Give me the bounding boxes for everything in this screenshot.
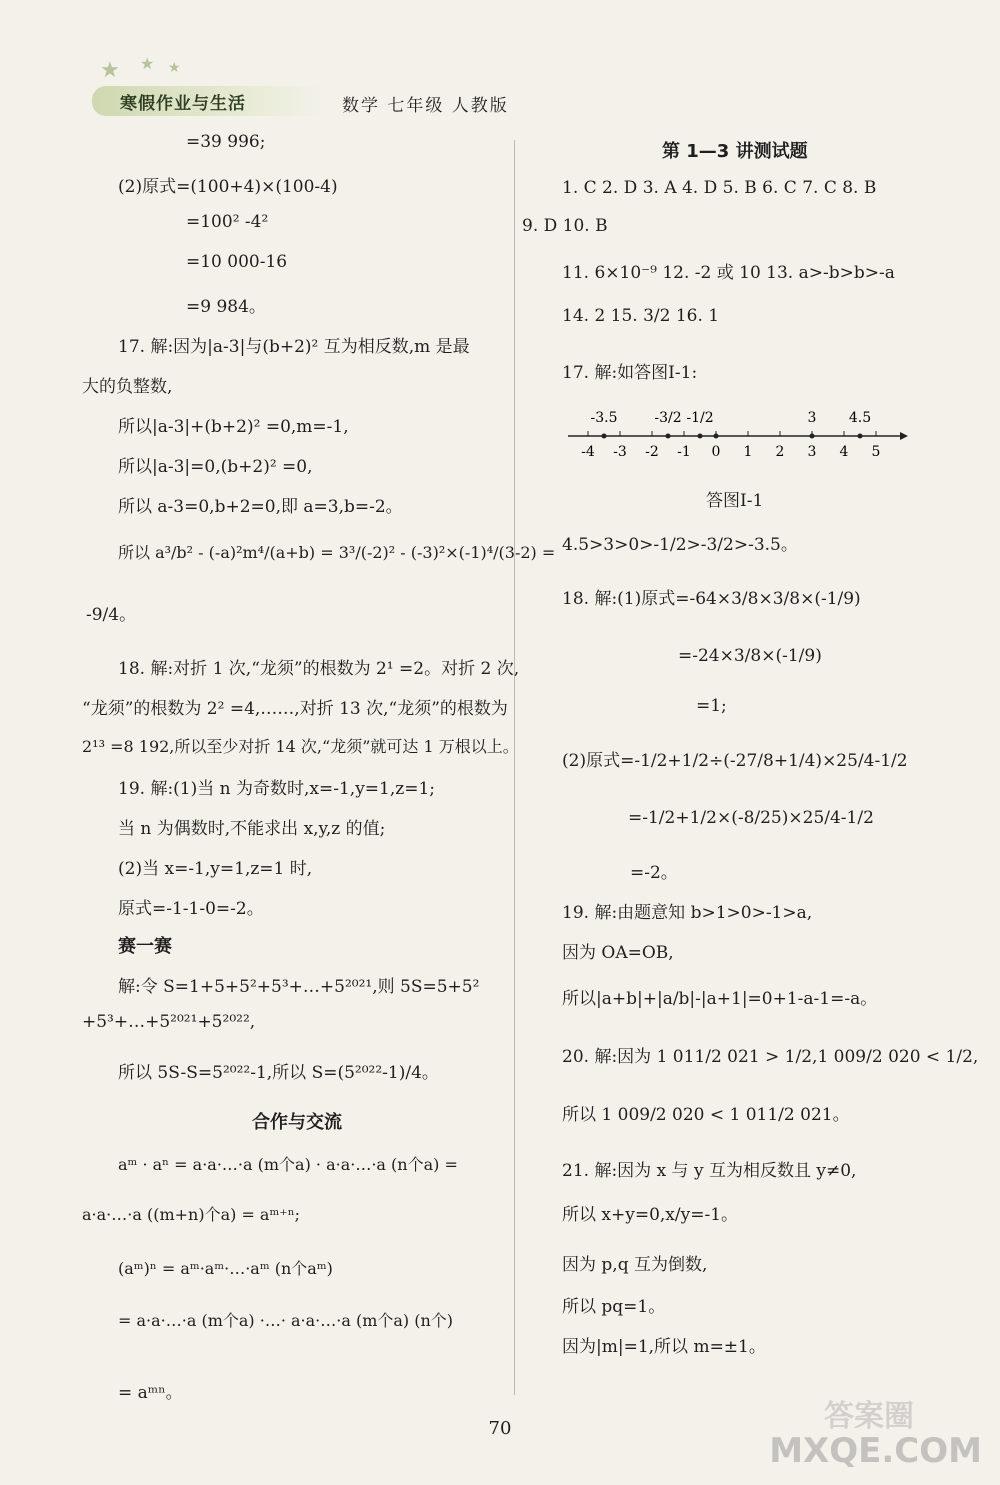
left-line-17: 当 n 为偶数时,不能求出 x,y,z 的值; (118, 819, 386, 839)
point-label: -3.5 (590, 410, 618, 426)
left-line-18: (2)当 x=-1,y=1,z=1 时, (118, 859, 313, 879)
left-line-29: = aᵐⁿ。 (118, 1383, 183, 1403)
right-line-15: 19. 解:由题意知 b>1>0>-1>a, (562, 903, 813, 923)
right-line-22: 因为 p,q 互为倒数, (562, 1255, 708, 1275)
right-line-6: 17. 解:如答图Ⅰ-1: (562, 363, 698, 383)
right-line-24: 因为|m|=1,所以 m=±1。 (562, 1337, 766, 1357)
column-divider (514, 140, 515, 1395)
point-marker (810, 434, 815, 439)
star-icon: ★ (100, 58, 120, 83)
watermark-text: MXQE.COM (769, 1431, 982, 1471)
right-line-21: 所以 x+y=0,x/y=-1。 (562, 1205, 739, 1225)
number-line-figure (560, 394, 910, 464)
section-title-hezuo: 合作与交流 (252, 1112, 342, 1133)
page-number: 70 (488, 1418, 512, 1439)
right-line-11: =1; (696, 696, 727, 716)
left-line-13: 18. 解:对折 1 次,“龙须”的根数为 2¹ =2。对折 2 次, (118, 659, 520, 679)
right-line-18: 20. 解:因为 1 011/2 021 > 1/2,1 009/2 020 < 1/2, (562, 1047, 979, 1067)
right-line-5: 14. 2 15. 3/2 16. 1 (562, 306, 720, 326)
tick-label: -2 (645, 444, 659, 460)
left-line-25: aᵐ · aⁿ = a·a·…·a (m个a) · a·a·…·a (n个a) = (118, 1155, 458, 1174)
right-line-20: 21. 解:因为 x 与 y 互为相反数且 y≠0, (562, 1161, 857, 1181)
right-line-17: 所以|a+b|+|a/b|-|a+1|=0+1-a-1=-a。 (562, 989, 878, 1009)
subject-line: 数学 七年级 人教版 (342, 96, 509, 116)
arrow-head-icon (900, 432, 908, 440)
right-line-19: 所以 1 009/2 020 < 1 011/2 021。 (562, 1105, 850, 1125)
left-line-23: 所以 5S-S=5²⁰²²-1,所以 S=(5²⁰²²-1)/4。 (118, 1063, 439, 1083)
left-line-11: 所以 a³/b² - (-a)²m⁴/(a+b) = 3³/(-2)² - (-3)²×(-1)⁴/(3-2) = (118, 543, 556, 562)
left-line-28: = a·a·…·a (m个a) ·…· a·a·…·a (m个a) (n个) (118, 1311, 454, 1330)
section-title-saiyisai: 赛一赛 (118, 936, 172, 957)
left-line-1: =39 996; (186, 132, 266, 152)
star-icon: ★ (168, 60, 181, 76)
point-label: 4.5 (848, 410, 872, 426)
right-line-23: 所以 pq=1。 (562, 1297, 666, 1317)
tick-label: 2 (775, 444, 785, 460)
tick-label: 0 (711, 444, 721, 460)
right-line-3: 9. D 10. B (522, 216, 608, 236)
left-line-8: 所以|a-3|+(b+2)² =0,m=-1, (118, 417, 349, 437)
left-line-14: “龙须”的根数为 2² =4,……,对折 13 次,“龙须”的根数为 (82, 699, 508, 719)
point-marker (666, 434, 671, 439)
right-line-9: 18. 解:(1)原式=-64×3/8×3/8×(-1/9) (562, 589, 861, 609)
right-line-16: 因为 OA=OB, (562, 943, 674, 963)
point-marker (858, 434, 863, 439)
left-line-9: 所以|a-3|=0,(b+2)² =0, (118, 457, 313, 477)
point-marker (714, 434, 719, 439)
tick-label: -1 (677, 444, 691, 460)
point-marker (602, 434, 607, 439)
right-line-13: =-1/2+1/2×(-8/25)×25/4-1/2 (628, 808, 874, 828)
left-line-3: =100² -4² (186, 212, 269, 232)
point-label: -1/2 (686, 410, 714, 426)
star-icon: ★ (140, 54, 155, 73)
left-line-16: 19. 解:(1)当 n 为奇数时,x=-1,y=1,z=1; (118, 779, 436, 799)
right-line-8: 4.5>3>0>-1/2>-3/2>-3.5。 (562, 535, 798, 555)
left-line-2: (2)原式=(100+4)×(100-4) (118, 177, 338, 197)
tick-label: 3 (807, 444, 817, 460)
figure-caption: 答图Ⅰ-1 (706, 491, 764, 511)
right-line-12: (2)原式=-1/2+1/2÷(-27/8+1/4)×25/4-1/2 (562, 751, 908, 771)
right-line-4: 11. 6×10⁻⁹ 12. -2 或 10 13. a>-b>b>-a (562, 263, 895, 283)
left-line-4: =10 000-16 (186, 252, 288, 272)
right-line-10: =-24×3/8×(-1/9) (678, 646, 822, 666)
left-line-15: 2¹³ =8 192,所以至少对折 14 次,“龙须”就可达 1 万根以上。 (82, 737, 519, 756)
point-marker (698, 434, 703, 439)
point-label: 3 (807, 410, 817, 426)
tick-label: -4 (581, 444, 595, 460)
right-line-2: 1. C 2. D 3. A 4. D 5. B 6. C 7. C 8. B (562, 178, 877, 198)
brand-title: 寒假作业与生活 (120, 94, 246, 114)
watermark-logo: 答案圈 (824, 1399, 914, 1434)
left-line-5: =9 984。 (186, 297, 266, 317)
left-line-22: +5³+…+5²⁰²¹+5²⁰²², (82, 1012, 256, 1032)
section-title-test: 第 1—3 讲测试题 (662, 141, 808, 162)
tick-label: 5 (871, 444, 881, 460)
point-label: -3/2 (654, 410, 682, 426)
left-line-7: 大的负整数, (82, 377, 173, 397)
left-line-6: 17. 解:因为|a-3|与(b+2)² 互为相反数,m 是最 (118, 337, 470, 357)
left-line-27: (aᵐ)ⁿ = aᵐ·aᵐ·…·aᵐ (n个aᵐ) (118, 1259, 333, 1278)
right-line-14: =-2。 (630, 863, 678, 883)
left-line-19: 原式=-1-1-0=-2。 (118, 899, 264, 919)
left-line-26: a·a·…·a ((m+n)个a) = aᵐ⁺ⁿ; (82, 1205, 301, 1224)
tick-label: 4 (839, 444, 849, 460)
left-line-10: 所以 a-3=0,b+2=0,即 a=3,b=-2。 (118, 497, 403, 517)
tick-label: -3 (613, 444, 627, 460)
left-line-21: 解:令 S=1+5+5²+5³+…+5²⁰²¹,则 5S=5+5² (118, 977, 480, 997)
left-line-12: -9/4。 (86, 605, 137, 625)
tick-label: 1 (743, 444, 753, 460)
